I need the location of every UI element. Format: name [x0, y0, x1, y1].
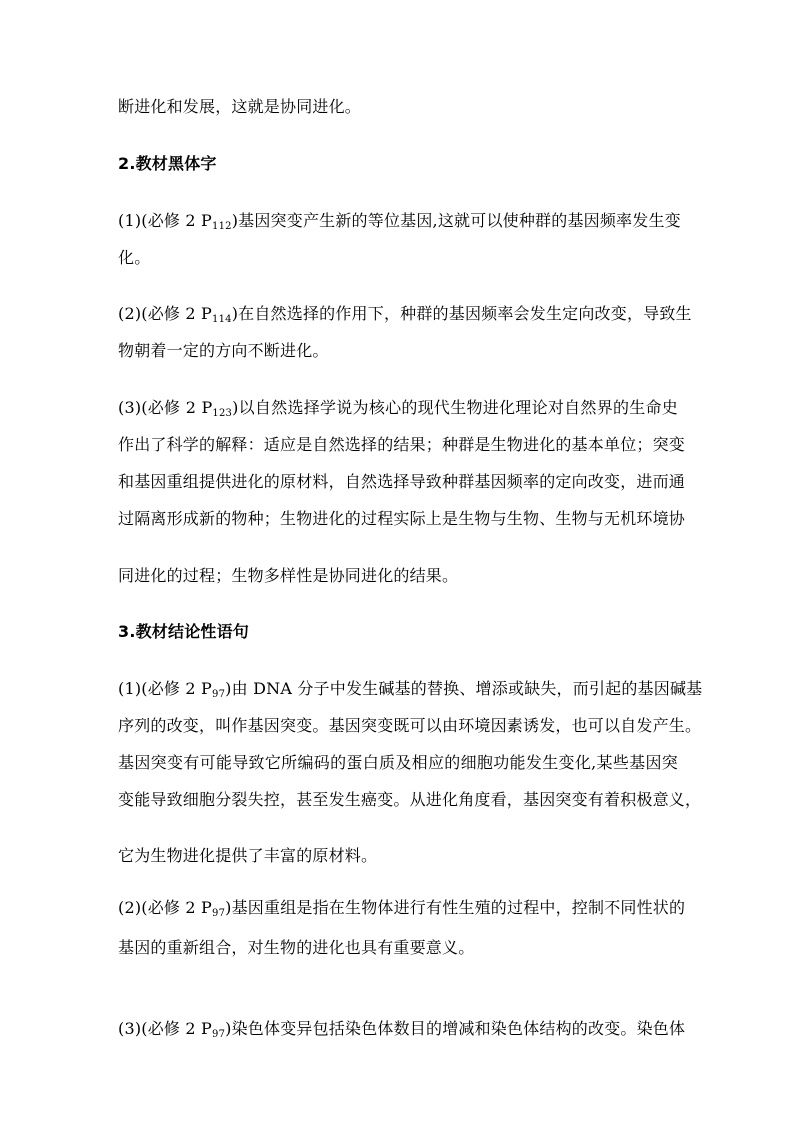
- section-heading: 3.教材结论性语句: [118, 622, 250, 641]
- text-line: (2)(必修 2 $P_{114}$)在自然选择的作用下，种群的基因频率会发生定向改变，导致生: [118, 304, 692, 325]
- text-line: 基因的重新组合，对生物的进化也具有重要意义。: [118, 938, 475, 957]
- text-line: (3)(必修 2 $P_{97}$)染色体变异包括染色体数目的增减和染色体结构的改变。染色体: [118, 1019, 686, 1040]
- text-line: 断进化和发展，这就是协同进化。: [118, 97, 362, 116]
- text-line: (1)(必修 2 $P_{97}$)由 DNA 分子中发生碱基的替换、增添或缺失，而引起的基因碱基: [118, 679, 703, 700]
- text-line: 化。: [118, 248, 151, 267]
- text-line: 同进化的过程；生物多样性是协同进化的结果。: [118, 566, 459, 585]
- text-line: 序列的改变，叫作基因突变。基因突变既可以由环境因素诱发，也可以自发产生。: [118, 716, 702, 735]
- text-line: 物朝着一定的方向不断进化。: [118, 341, 329, 360]
- text-line: (2)(必修 2 $P_{97}$)基因重组是指在生物体进行有性生殖的过程中，控制不同性状的: [118, 898, 686, 919]
- text-line: (1)(必修 2 $P_{112}$)基因突变产生新的等位基因,这就可以使种群的基因频率发生变: [118, 211, 681, 232]
- text-line: 作出了科学的解释：适应是自然选择的结果；种群是生物进化的基本单位；突变: [118, 435, 686, 454]
- text-line: (3)(必修 2 $P_{123}$)以自然选择学说为核心的现代生物进化理论对自然界的生命史: [118, 398, 678, 419]
- text-line: 基因突变有可能导致它所编码的蛋白质及相应的细胞功能发生变化,某些基因突: [118, 753, 678, 772]
- text-line: 它为生物进化提供了丰富的原材料。: [118, 846, 378, 865]
- section-heading: 2.教材黑体字: [118, 154, 217, 173]
- text-line: 和基因重组提供进化的原材料，自然选择导致种群基因频率的定向改变，进而通: [118, 472, 686, 491]
- text-line: 变能导致细胞分裂失控，甚至发生癌变。从进化角度看，基因突变有着积极意义，: [118, 790, 702, 809]
- text-line: 过隔离形成新的物种；生物进化的过程实际上是生物与生物、生物与无机环境协: [118, 509, 686, 528]
